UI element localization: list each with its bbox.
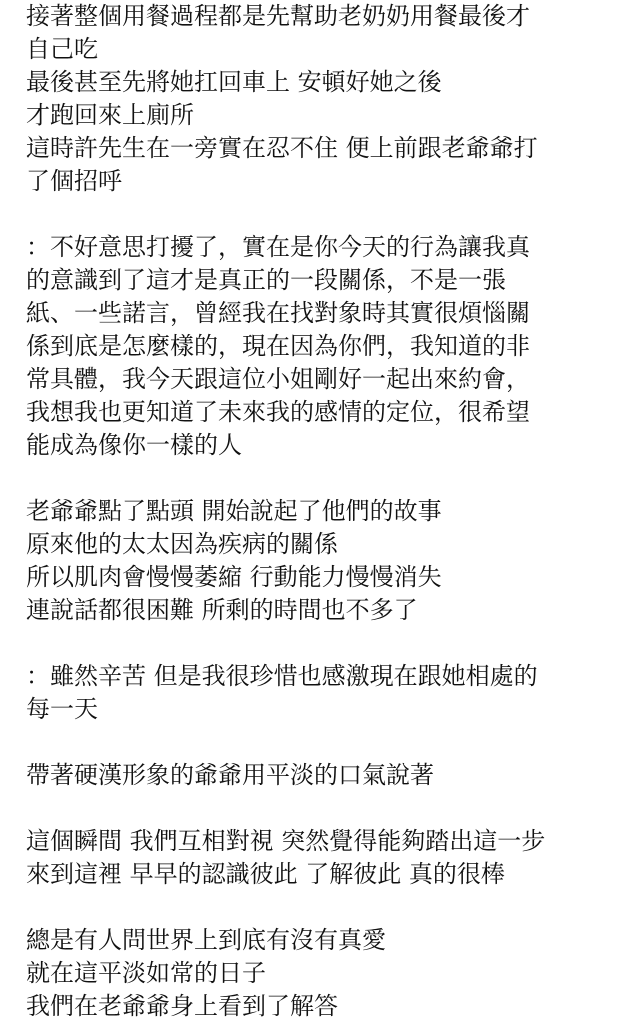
text-line: 原來他的太太因為疾病的關係: [26, 530, 338, 558]
text-line: 就在這平淡如常的日子: [26, 959, 266, 987]
text-line: 了個招呼: [26, 167, 122, 195]
paragraph: [26, 825, 618, 891]
paragraph: [26, 759, 618, 792]
text-line: 這個瞬間 我們互相對視 突然覺得能夠踏出這一步: [26, 827, 546, 855]
text-line: 才跑回來上廁所: [26, 101, 194, 129]
text-line: 我們在老爺爺身上看到了解答: [26, 992, 338, 1020]
text-line: 係到底是怎麼樣的，現在因為你們，我知道的非: [26, 332, 530, 360]
text-line: 常具體，我今天跟這位小姐剛好一起出來約會，: [26, 365, 530, 393]
text-line: 總是有人問世界上到底有沒有真愛: [26, 926, 386, 954]
text-line: 最後甚至先將她扛回車上 安頓好她之後: [26, 68, 442, 96]
text-line: 帶著硬漢形象的爺爺用平淡的口氣說著: [26, 761, 434, 789]
text-line: 連說話都很困難 所剩的時間也不多了: [26, 596, 418, 624]
paragraph: [26, 660, 618, 726]
text-line: 這時許先生在一旁實在忍不住 便上前跟老爺爺打: [26, 134, 538, 162]
text-line: 老爺爺點了點頭 開始說起了他們的故事: [26, 497, 442, 525]
text-line: ：雖然辛苦 但是我很珍惜也感激現在跟她相處的: [26, 662, 538, 690]
text-line: 能成為像你一樣的人: [26, 431, 242, 459]
text-line: 來到這裡 早早的認識彼此 了解彼此 真的很棒: [26, 860, 505, 888]
text-line: 自己吃: [26, 35, 98, 63]
article-body: [26, 0, 618, 1023]
text-line: 紙、一些諾言，曾經我在找對象時其實很煩惱關: [26, 299, 530, 327]
paragraph: [26, 495, 618, 627]
text-line: 每一天: [26, 695, 98, 723]
text-line: 我想我也更知道了未來我的感情的定位，很希望: [26, 398, 530, 426]
text-line: ：不好意思打擾了，實在是你今天的行為讓我真: [26, 233, 530, 261]
paragraph: [26, 924, 618, 1023]
text-line: 接著整個用餐過程都是先幫助老奶奶用餐最後才: [26, 2, 530, 30]
text-line: 所以肌肉會慢慢萎縮 行動能力慢慢消失: [26, 563, 442, 591]
text-line: 的意識到了這才是真正的一段關係，不是一張: [26, 266, 506, 294]
paragraph: [26, 231, 618, 462]
paragraph: [26, 0, 618, 198]
